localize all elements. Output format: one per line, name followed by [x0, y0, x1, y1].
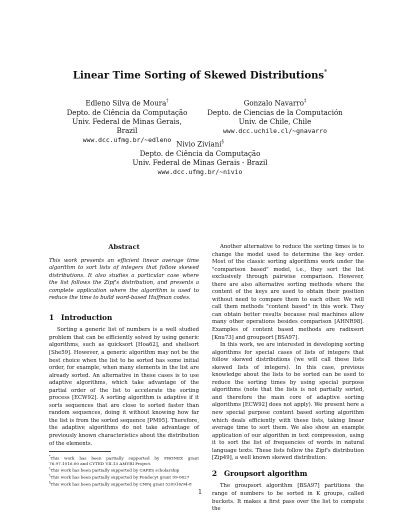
title-footnote-mark: *: [324, 69, 328, 76]
footnote-text: This work has been partially supported by CNPq grant 520916/94-8: [50, 481, 192, 487]
footnote-mark: †: [49, 466, 51, 471]
author-univ: Univ. de Chile, Chile: [238, 117, 312, 126]
page-number: 1: [198, 489, 202, 496]
author-footnote-mark: ‡: [303, 99, 307, 104]
section-title: Groupsort algorithm: [224, 468, 308, 478]
footnote-text: This work has been partially supported by PRONEX grant 76.97.1016.00 and CYTED VII.13 AMYRI Project.: [49, 455, 199, 466]
author-dept: Depto. de Ciência da Computação: [66, 108, 188, 117]
body-paragraph: In this work, we are interested in developing sorting algorithms for special cases of lists of integers that follow skewed distributions (we will call these lists skewed lists of integers). In this case, previous knowledge about the lists to be sorted can be used to reduce the sorting times by using special purpose algorithms (note that the lists is not partially sorted, and therefore the main core of adaptive sorting algorithms [ECW92] does not apply). We present here a new special purpose content based sorting algorithm which deals efficiently with these lists, taking linear average time to sort them. We also show an example application of our algorithm in text compression, using it to sort the list of frequencies of words in natural language texts. These lists follow the Zipf's distribution [Zip49], a well known skewed distribution.: [212, 342, 364, 462]
author-block-3: [120, 138, 280, 177]
author-url[interactable]: www.dcc.ufmg.br/~edleno: [82, 136, 172, 145]
body-paragraph: Another alternative to reduce the sorting times is to change the model used to determine the key order. Most of the classic sorting algorithms work under the "comparison based" model, i.e., they sort the list exclusively through pairwise comparison. However, there are also alternative sorting methods where the content of the keys are used to obtain their position without need to compare them to each other. We will call them methods "content based" in this work. They can obtain better results because real machines allow many other operations besides comparison [AHNR98]. Examples of content based methods are radixsort [Knu73] and groupsort [BSA97].: [212, 244, 364, 341]
left-column: [49, 244, 199, 487]
author-url[interactable]: www.dcc.ufmg.br/~nivio: [157, 167, 243, 176]
paper-title: [0, 69, 400, 81]
section-number: 2: [212, 468, 218, 478]
footnote-text: This work has been partially supported by CAPES scholarship: [50, 467, 180, 473]
body-paragraph: The groupsort algorithm [BSA97] partitions the range of numbers to be sorted in K groups, called buckets. It makes a first pass over the list to compute the: [212, 483, 364, 513]
section-number: 1: [49, 312, 55, 322]
footnote: [49, 466, 199, 473]
footnote-mark: *: [49, 454, 51, 459]
author-univ: Univ. Federal de Minas Gerais, Brazil: [72, 117, 182, 135]
author-footnote-mark: †: [166, 99, 169, 104]
author-footnote-mark: §: [221, 140, 224, 145]
author-dept: Depto. de Ciência da Computação: [139, 149, 261, 158]
author-url[interactable]: www.dcc.uchile.cl/~gnavarro: [223, 126, 327, 135]
footnote-text: This work has been partially supported by Fondecyt grant 99-0627: [50, 474, 190, 480]
section-title: Introduction: [61, 312, 113, 322]
abstract-text: This work presents an efficient linear average time algorithm to sort lists of integers that follow skewed distributions. It also studies a particular case where the list follows the Zipf's distribution, and presents a complete application where the algorithm is used to reduce the time to build word-based Huffman codes.: [49, 257, 199, 302]
footnote: [49, 473, 199, 480]
abstract-heading: Abstract: [108, 243, 140, 251]
footnote-mark: §: [49, 479, 51, 484]
author-dept: Depto. de Ciencias de la Computación: [207, 108, 343, 117]
author-name: Nivio Ziviani: [176, 140, 222, 149]
section-heading-groupsort: [212, 470, 364, 478]
footnote: [49, 480, 199, 487]
footnote-mark: ‡: [49, 473, 51, 478]
author-name: Gonzalo Navarro: [243, 99, 304, 108]
author-name: Edleno Silva de Moura: [85, 99, 167, 108]
paper-title-text: Linear Time Sorting of Skewed Distributions: [72, 70, 325, 82]
author-block-2: [200, 97, 350, 136]
footnote: [49, 454, 199, 466]
section-heading-introduction: [49, 314, 199, 322]
author-univ: Univ. Federal de Minas Gerais - Brazil: [132, 158, 268, 167]
intro-paragraph: Sorting a generic list of numbers is a well studied problem that can be efficiently solved by using generic algorithms, such as quicksort [Hoa62], and shellsort [She59]. However, a generic algorithm may not be the best choice when the list to be sorted has some initial order, for example, when many elements in the list are already sorted. An alternative in these cases is to use adaptive algorithms, which take advantage of the partial order of the list to accelerate the sorting process [ECW92]. A sorting algorithm is adaptive if it sorts sequences that are close to sorted faster than random sequences, doing it without knowing how far the list is from the sorted sequence [PM95]. Therefore, the adaptive algorithms do not take advantage of previously known characteristics about the distribution of the elements.: [49, 327, 199, 447]
right-column: [212, 244, 364, 514]
